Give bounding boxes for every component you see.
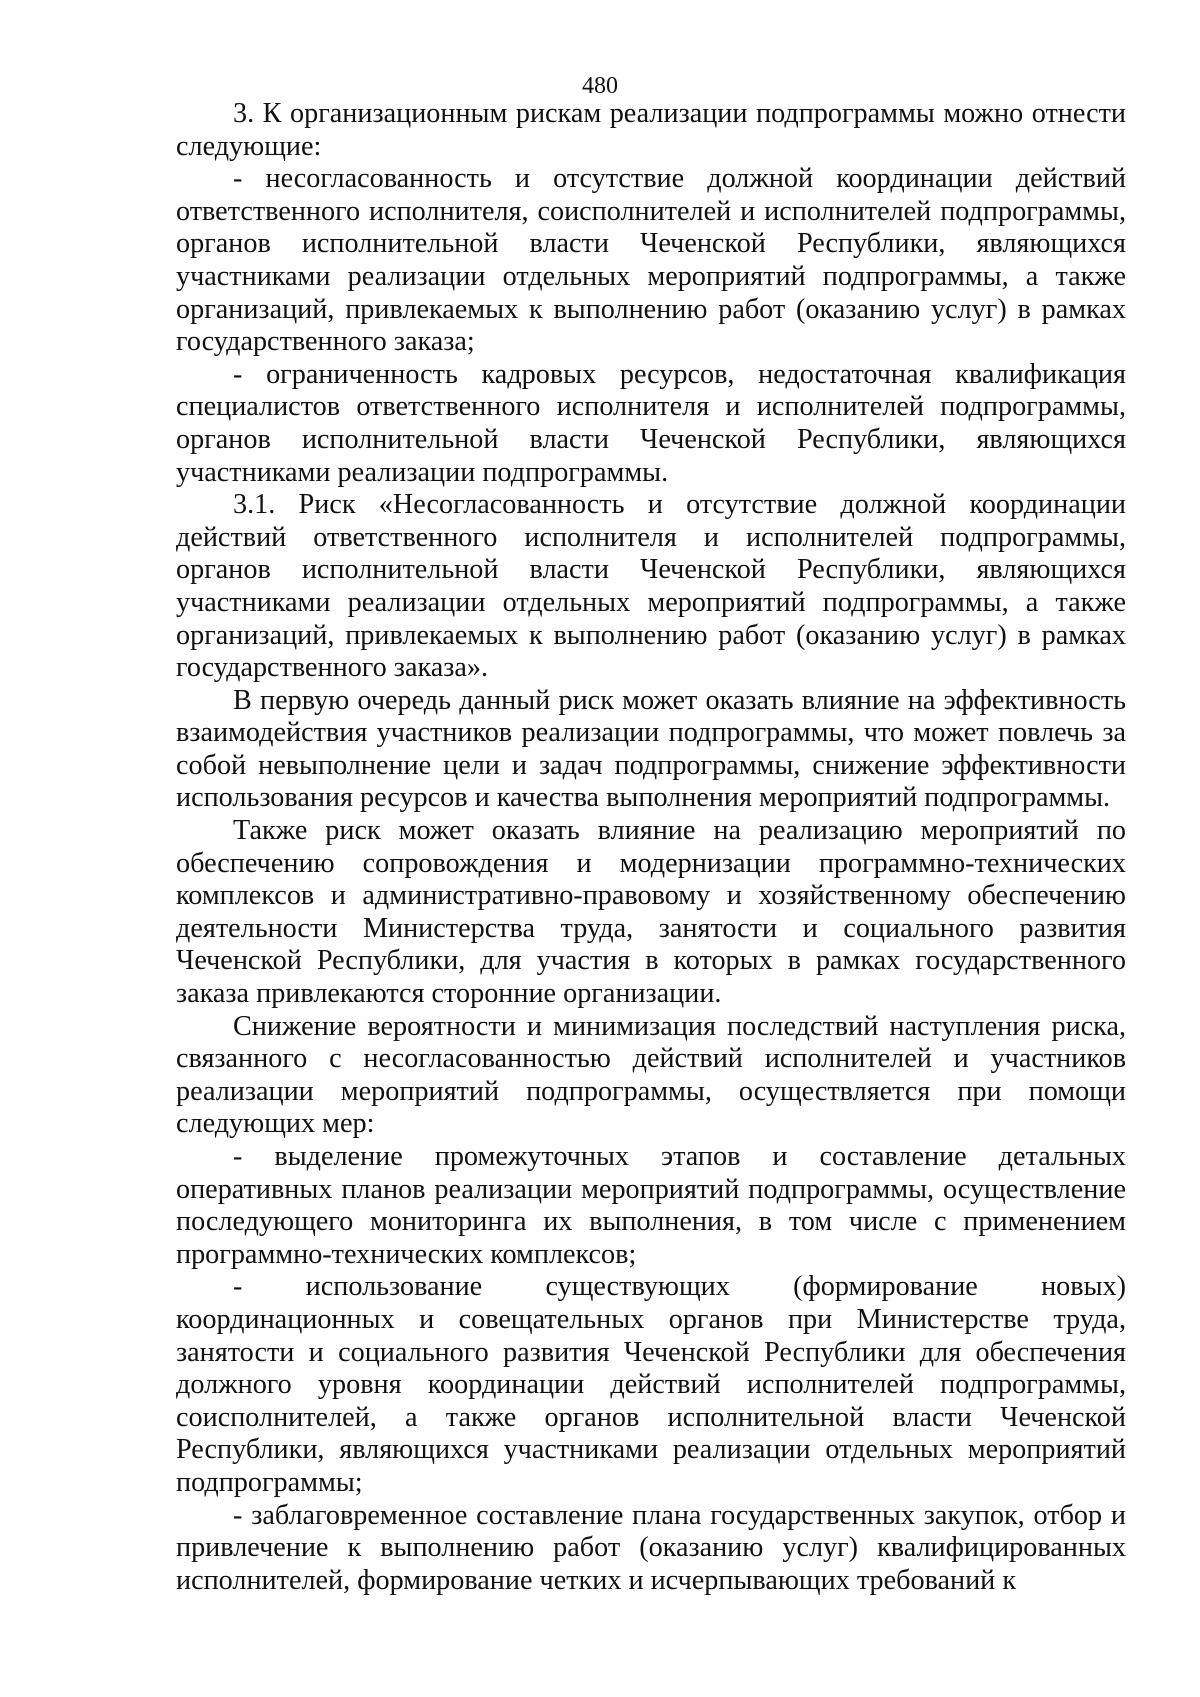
page-number: 480 (582, 73, 618, 99)
paragraph-bullet-staff: - ограниченность кадровых ресурсов, недостаточная квалификация специалистов ответственного исполнителя и исполнителей подпрограммы, органов исполнительной власти Чеченской Республики, являющихся участниками реализации подпрограммы. (176, 358, 1126, 488)
paragraph-measure-stages: - выделение промежуточных этапов и составление детальных оперативных планов реализации мероприятий подпрограммы, осуществление последующего мониторинга их выполнения, в том числе с применением программно-технических комплексов; (176, 1141, 1126, 1270)
paragraph-bullet-coordination: - несогласованность и отсутствие должной координации действий ответственного исполнителя, соисполнителей и исполнителей подпрограммы, органов исполнительной власти Чеченской Республики, являющихся участниками реализации отдельных мероприятий подпрограммы, а также организаций, привлекаемых к выполнению работ (оказанию услуг) в рамках государственного заказа; (176, 163, 1126, 358)
paragraph-measure-bodies: - использование существующих (формирование новых) координационных и совещательных органов при Министерстве труда, занятости и социального развития Чеченской Республики для обеспечения должного уровня координации действий исполнителей подпрограммы, соисполнителей, а также органов исполнительной власти Чеченской Республики, являющихся участниками реализации отдельных мероприятий подпрограммы; (176, 1271, 1126, 1498)
paragraph-measure-procurement: - заблаговременное составление плана государственных закупок, отбор и привлечение к выполнению работ (оказанию услуг) квалифицированных исполнителей, формирование четких и исчерпывающих требований к (176, 1499, 1126, 1596)
paragraph-risk-3-1: 3.1. Риск «Несогласованность и отсутствие должной координации действий ответственного исполнителя и исполнителей подпрограммы, органов исполнительной власти Чеченской Республики, являющихся участниками реализации отдельных мероприятий подпрограммы, а также организаций, привлекаемых к выполнению работ (оказанию услуг) в рамках государственного заказа». (176, 489, 1126, 684)
paragraph-also-risk: Также риск может оказать влияние на реализацию мероприятий по обеспечению сопровождения и модернизации программно-технических комплексов и административно-правовому и хозяйственному обеспечению деятельности Министерства труда, занятости и социального развития Чеченской Республики, для участия в которых в рамках государственного заказа привлекаются сторонние организации. (176, 815, 1126, 1010)
document-body (176, 98, 1126, 1597)
paragraph-mitigation-intro: Снижение вероятности и минимизация последствий наступления риска, связанного с несогласованностью действий исполнителей и участников реализации мероприятий подпрограммы, осуществляется при помощи следующих мер: (176, 1010, 1126, 1140)
paragraph-org-risks-intro: 3. К организационным рискам реализации подпрограммы можно отнести следующие: (176, 98, 1126, 162)
paragraph-impact: В первую очередь данный риск может оказать влияние на эффективность взаимодействия участников реализации подпрограммы, что может повлечь за собой невыполнение цели и задач подпрограммы, снижение эффективности использования ресурсов и качества выполнения мероприятий подпрограммы. (176, 684, 1126, 814)
